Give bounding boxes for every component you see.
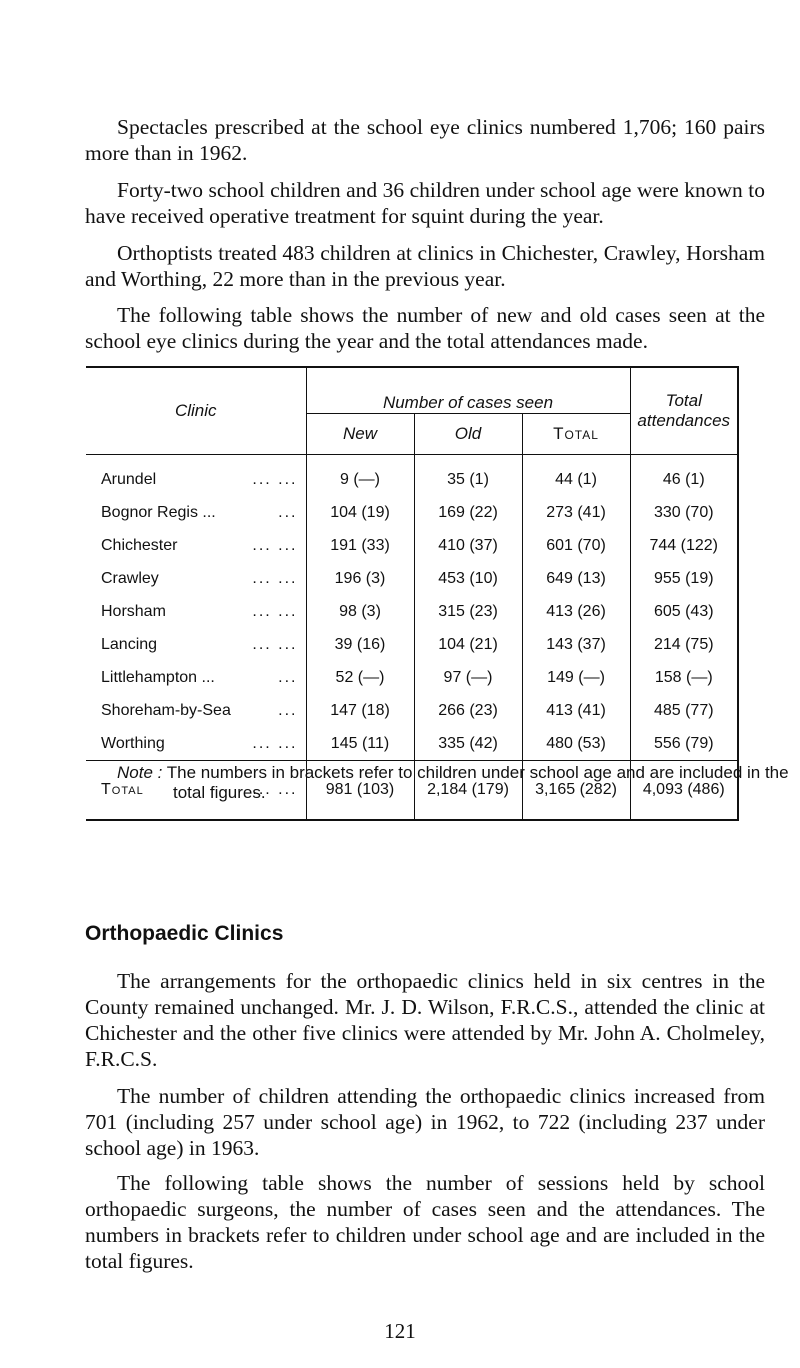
row-old: 169 (22) [414, 496, 522, 529]
row-total: 413 (26) [522, 595, 630, 628]
row-clinic: Chichester ... ... [101, 536, 298, 554]
totals-label: Total ... ... [86, 761, 306, 821]
paragraph-sessions-intro: The following table shows the number of sessions held by school orthopaedic surgeons, the number of cases seen and the attendances. The numbers in brackets refer to children under school age and are included in the total figures. [85, 1171, 765, 1273]
table-row [86, 562, 738, 595]
paragraph-squint: Forty-two school children and 36 children under school age were known to have received operative treatment for squint during the year. [85, 178, 765, 228]
row-new: 104 (19) [306, 496, 414, 529]
row-old: 97 (—) [414, 661, 522, 694]
row-new: 147 (18) [306, 694, 414, 727]
table-row [86, 529, 738, 562]
row-clinic: Littlehampton ... ... [101, 668, 298, 686]
row-old: 335 (42) [414, 727, 522, 761]
table-note [117, 763, 793, 803]
row-attendances: 214 (75) [630, 628, 738, 661]
paragraph-spectacles: Spectacles prescribed at the school eye clinics numbered 1,706; 160 pairs more than in 1962. [85, 115, 765, 165]
row-total: 273 (41) [522, 496, 630, 529]
row-attendances: 744 (122) [630, 529, 738, 562]
row-total: 413 (41) [522, 694, 630, 727]
row-old: 315 (23) [414, 595, 522, 628]
note-text: The numbers in brackets refer to children under school age and are included in the total figures. [166, 763, 789, 802]
row-old: 35 (1) [414, 455, 522, 497]
row-new: 196 (3) [306, 562, 414, 595]
row-clinic: Shoreham-by-Sea ... [101, 701, 298, 719]
row-total: 44 (1) [522, 455, 630, 497]
header-total-attendances: Total attendances [630, 367, 738, 455]
row-new: 98 (3) [306, 595, 414, 628]
row-total: 143 (37) [522, 628, 630, 661]
row-clinic: Arundel ... ... [101, 470, 298, 488]
row-old: 410 (37) [414, 529, 522, 562]
row-new: 145 (11) [306, 727, 414, 761]
row-new: 191 (33) [306, 529, 414, 562]
row-attendances: 605 (43) [630, 595, 738, 628]
row-clinic: Bognor Regis ... ... [101, 503, 298, 521]
page-number: 121 [384, 1319, 416, 1343]
row-new: 52 (—) [306, 661, 414, 694]
row-clinic: Lancing ... ... [101, 635, 298, 653]
paragraph-arrangements: The arrangements for the orthopaedic clinics held in six centres in the County remained unchanged. Mr. J. D. Wilson, F.R.C.S., attended the clinic at Chichester and the other five clinics were attended by Mr. John A. Cholmeley, F.R.C.S. [85, 969, 765, 1071]
totals-total: 3,165 (282) [522, 761, 630, 821]
totals-new: 981 (103) [306, 761, 414, 821]
row-old: 453 (10) [414, 562, 522, 595]
header-new: New [306, 414, 414, 455]
section-heading: Orthopaedic Clinics [85, 922, 284, 945]
table-row [86, 661, 738, 694]
row-clinic: Worthing ... ... [101, 734, 298, 752]
totals-old: 2,184 (179) [414, 761, 522, 821]
header-total: Total [522, 414, 630, 455]
row-total: 601 (70) [522, 529, 630, 562]
header-clinic: Clinic [86, 367, 306, 455]
totals-attendances: 4,093 (486) [630, 761, 738, 821]
row-attendances: 330 (70) [630, 496, 738, 529]
header-old: Old [414, 414, 522, 455]
row-total: 149 (—) [522, 661, 630, 694]
table-row [86, 496, 738, 529]
paragraph-attendance-increase: The number of children attending the orthopaedic clinics increased from 701 (including 257 under school age) in 1962, to 722 (including 237 under school age) in 1963. [85, 1084, 765, 1160]
row-attendances: 556 (79) [630, 727, 738, 761]
eye-clinic-table [86, 366, 739, 821]
row-clinic: Horsham ... ... [101, 602, 298, 620]
paragraph-table-intro: The following table shows the number of new and old cases seen at the school eye clinics during the year and the total attendances made. [85, 303, 765, 353]
row-total: 649 (13) [522, 562, 630, 595]
row-attendances: 158 (—) [630, 661, 738, 694]
paragraph-orthoptists: Orthoptists treated 483 children at clinics in Chichester, Crawley, Horsham and Worthing, 22 more than in the previous year. [85, 241, 765, 291]
table-row [86, 727, 738, 761]
table-row [86, 628, 738, 661]
row-clinic: Crawley ... ... [101, 569, 298, 587]
row-attendances: 485 (77) [630, 694, 738, 727]
table-row [86, 455, 738, 497]
row-new: 9 (—) [306, 455, 414, 497]
row-attendances: 46 (1) [630, 455, 738, 497]
row-total: 480 (53) [522, 727, 630, 761]
row-new: 39 (16) [306, 628, 414, 661]
row-old: 266 (23) [414, 694, 522, 727]
row-attendances: 955 (19) [630, 562, 738, 595]
table-row [86, 595, 738, 628]
note-label: Note : [117, 763, 163, 782]
table-row [86, 694, 738, 727]
row-old: 104 (21) [414, 628, 522, 661]
header-number-of-cases: Number of cases seen [306, 367, 630, 414]
